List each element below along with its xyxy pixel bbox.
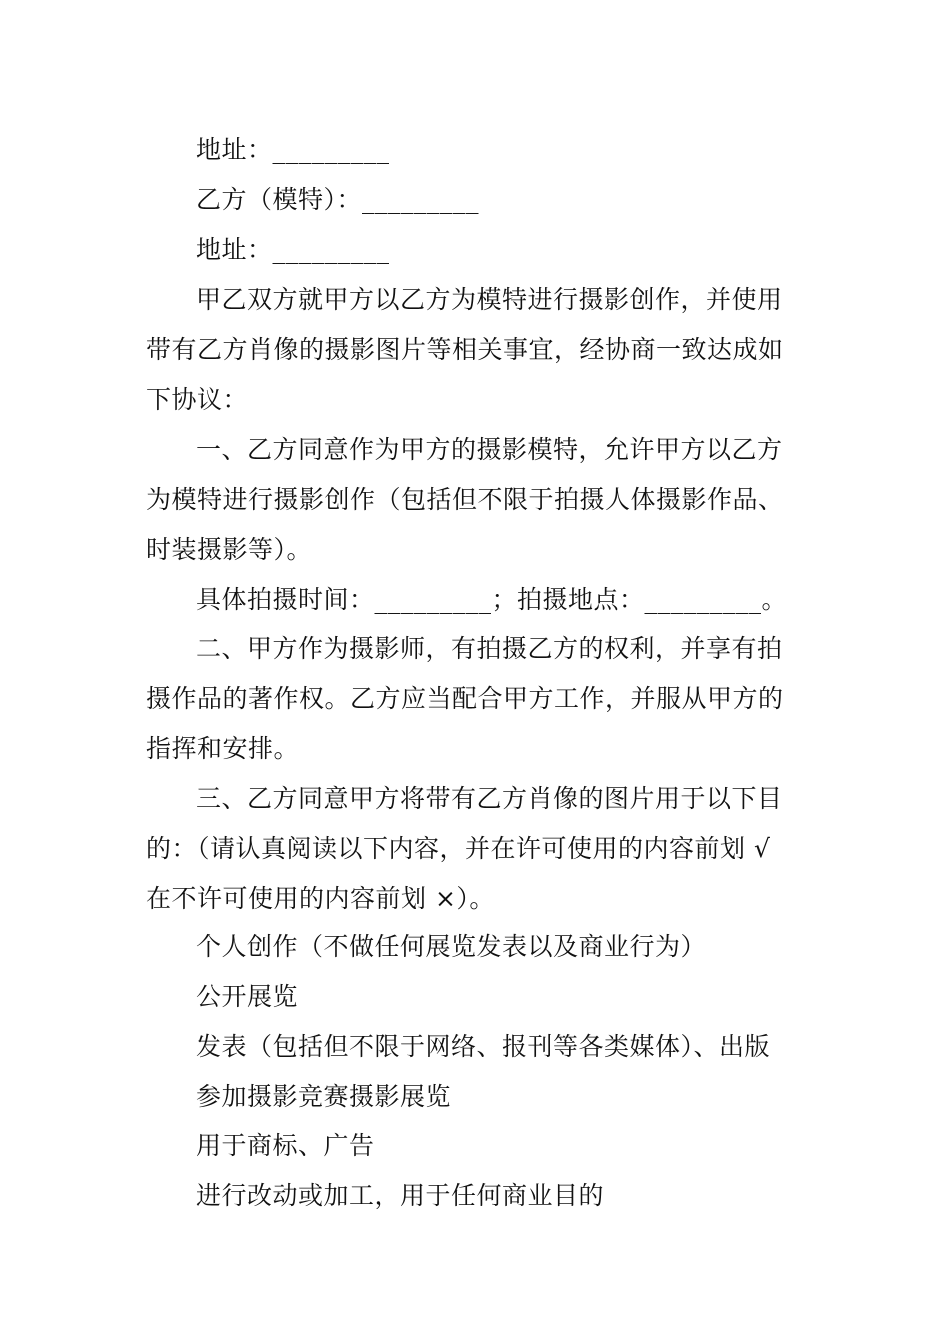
party-a-address-line: 地址：_________ <box>196 135 390 164</box>
usage-option-competition: 参加摄影竞赛摄影展览 <box>196 1082 452 1111</box>
preamble-line-1: 甲乙双方就甲方以乙方为模特进行摄影创作，并使用 <box>196 285 783 314</box>
clause-1-line-1: 一、乙方同意作为甲方的摄影模特，允许甲方以乙方 <box>196 435 783 464</box>
preamble-line-3: 下协议： <box>146 385 249 414</box>
clause-2-line-3: 指挥和安排。 <box>146 734 300 763</box>
clause-1-line-3: 时装摄影等）。 <box>146 535 313 564</box>
clause-3-line-3: 在不许可使用的内容前划 ×）。 <box>146 884 495 913</box>
clause-2-line-2: 摄作品的著作权。乙方应当配合甲方工作，并服从甲方的 <box>146 684 784 713</box>
usage-option-exhibition: 公开展览 <box>196 982 299 1011</box>
party-b-model-line: 乙方（模特）：_________ <box>196 185 480 214</box>
clause-2-line-1: 二、甲方作为摄影师，有拍摄乙方的权利，并享有拍 <box>196 634 783 663</box>
usage-option-trademark: 用于商标、广告 <box>196 1131 375 1160</box>
shooting-time-place-line: 具体拍摄时间：_________；拍摄地点：_________。 <box>196 585 788 614</box>
usage-option-commercial: 进行改动或加工，用于任何商业目的 <box>196 1181 605 1210</box>
usage-option-personal: 个人创作（不做任何展览发表以及商业行为） <box>196 932 707 961</box>
usage-option-publish: 发表（包括但不限于网络、报刊等各类媒体）、出版 <box>196 1032 771 1061</box>
clause-1-line-2: 为模特进行摄影创作（包括但不限于拍摄人体摄影作品、 <box>146 485 784 514</box>
clause-3-line-1: 三、乙方同意甲方将带有乙方肖像的图片用于以下目 <box>196 784 783 813</box>
party-b-address-line: 地址：_________ <box>196 235 390 264</box>
preamble-line-2: 带有乙方肖像的摄影图片等相关事宜，经协商一致达成如 <box>146 335 784 364</box>
clause-3-line-2: 的：（请认真阅读以下内容，并在许可使用的内容前划 √ <box>146 834 771 863</box>
